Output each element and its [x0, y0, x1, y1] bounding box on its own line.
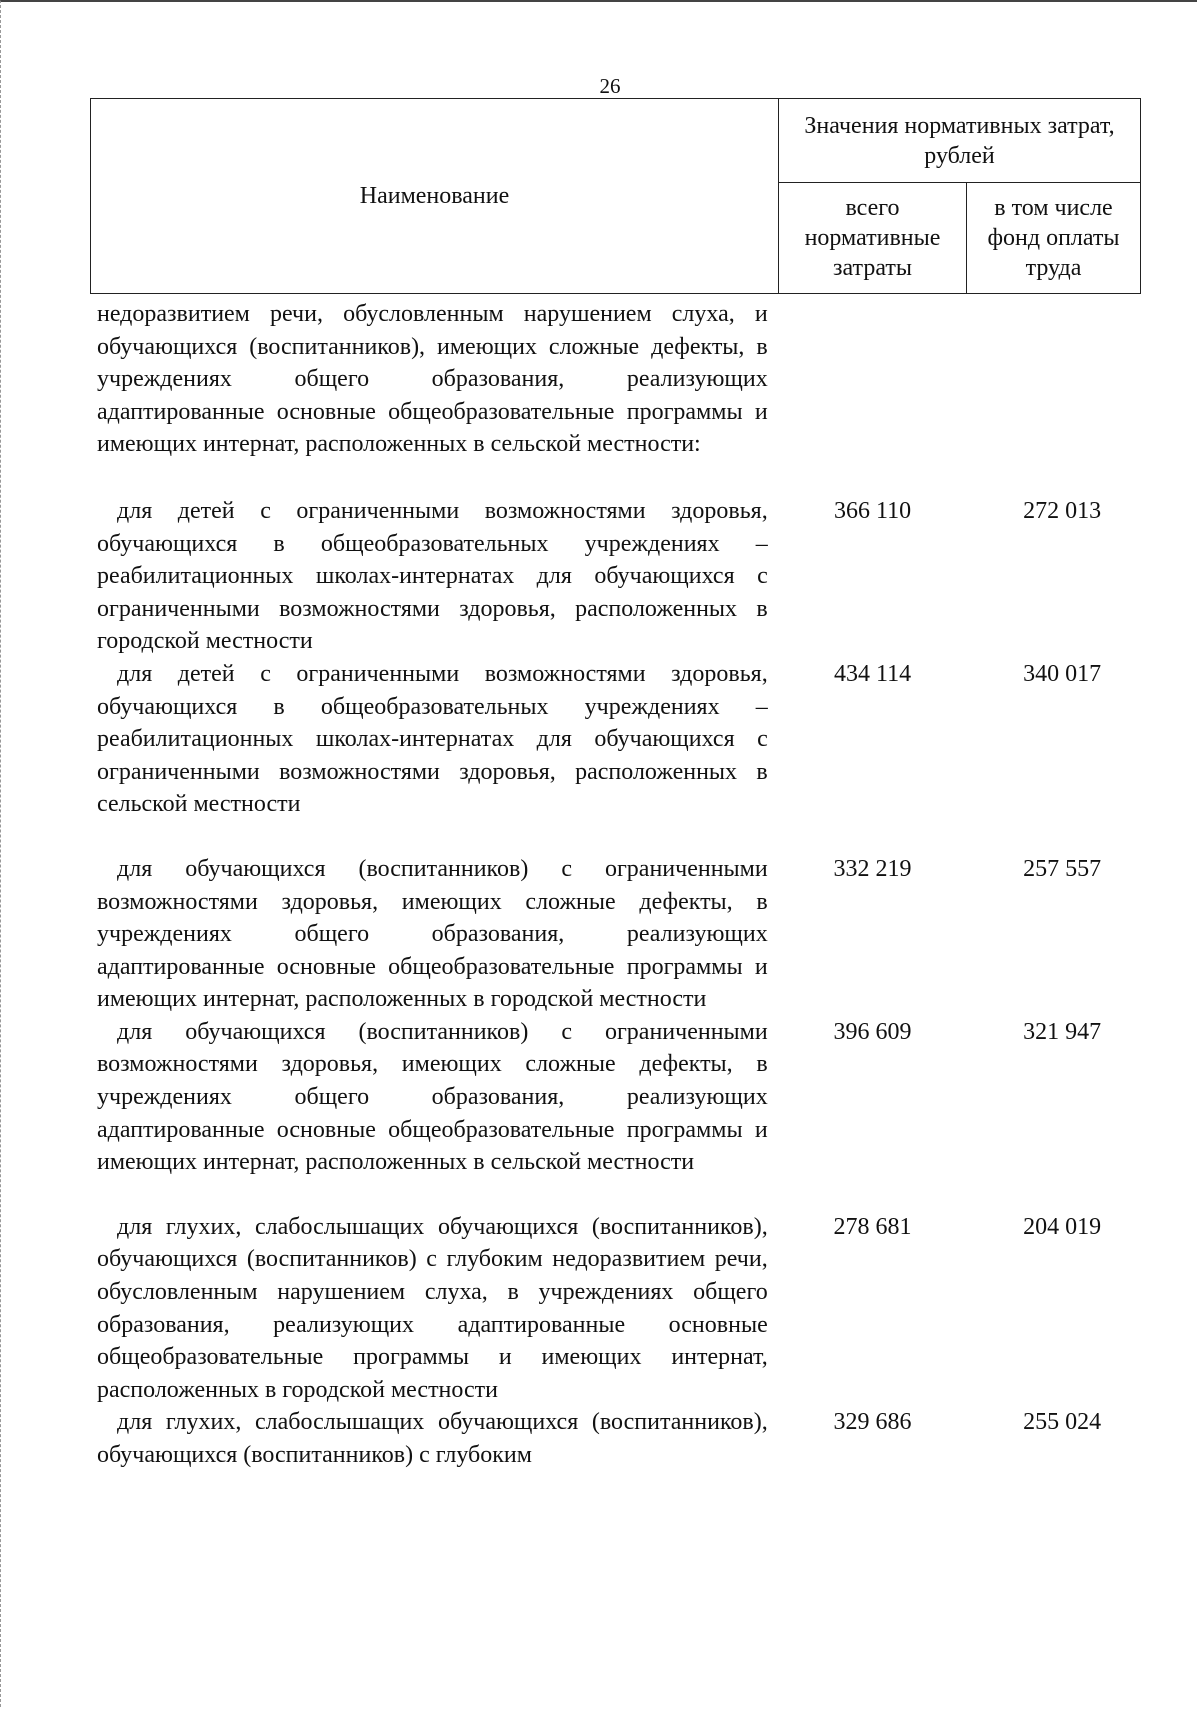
table-row: [97, 1211, 1147, 1407]
row-fund: 340 017: [1023, 660, 1102, 687]
row-spacer: [97, 461, 1147, 495]
row-total: 396 609: [833, 1018, 912, 1045]
row-fund: 257 557: [1023, 855, 1102, 882]
row-name: для детей с ограниченными возможностями здоровья, обучающихся в общеобразовательных учреждениях – реабилитационных школах-интернатах для обучающихся с ограниченными возможностями здоровья, расположенных в городской местности: [97, 497, 768, 655]
row-name: для обучающихся (воспитанников) с ограниченными возможностями здоровья, имеющих сложные дефекты, в учреждениях общего образования, реализующих адаптированные основные общеобразовательные программы и имеющих интернат, расположенных в городской местности: [97, 855, 768, 1013]
table-row: [97, 298, 1147, 461]
table-row: [97, 1016, 1147, 1179]
header-group-cell: Значения нормативных затрат, рублей: [779, 99, 1141, 183]
table-row: [97, 658, 1147, 821]
row-fund: 321 947: [1023, 1018, 1102, 1045]
table-row: [97, 853, 1147, 1016]
page-number: 26: [599, 74, 621, 98]
row-total: 332 219: [833, 855, 912, 882]
header-total-cell: всего нормативные затраты: [779, 183, 967, 294]
row-name: для глухих, слабослышащих обучающихся (воспитанников), обучающихся (воспитанников) с глубоким недоразвитием речи, обусловленным нарушением слуха, в учреждениях общего образования, реализующих адаптированные основные общеобразовательные программы и имеющих интернат, расположенных в городской местности: [97, 1213, 768, 1403]
row-fund: 204 019: [1023, 1213, 1102, 1240]
row-name: для обучающихся (воспитанников) с ограниченными возможностями здоровья, имеющих сложные дефекты, в учреждениях общего образования, реализующих адаптированные основные общеобразовательные программы и имеющих интернат, расположенных в сельской местности: [97, 1018, 768, 1176]
header-name-cell: Наименование: [91, 99, 779, 294]
table-body: [97, 298, 1147, 1472]
row-total: 434 114: [833, 660, 912, 687]
row-fund: 255 024: [1023, 1409, 1102, 1436]
table-header: [90, 98, 1141, 294]
row-spacer: [97, 1179, 1147, 1211]
table-row: [97, 1406, 1147, 1471]
row-spacer: [97, 821, 1147, 853]
row-total: 278 681: [833, 1213, 912, 1240]
row-fund: 272 013: [1023, 497, 1102, 524]
row-name: недоразвитием речи, обусловленным нарушением слуха, и обучающихся (воспитанников), имеющих сложные дефекты, в учреждениях общего образования, реализующих адаптированные основные общеобразовательные программы и имеющих интернат, расположенных в сельской местности:: [97, 301, 768, 458]
table-row: [97, 495, 1147, 658]
header-fund-cell: в том числе фонд оплаты труда: [967, 183, 1141, 294]
row-total: 366 110: [833, 497, 912, 524]
row-total: 329 686: [833, 1409, 912, 1436]
row-name: для детей с ограниченными возможностями здоровья, обучающихся в общеобразовательных учреждениях – реабилитационных школах-интернатах для обучающихся с ограниченными возможностями здоровья, расположенных в сельской местности: [97, 660, 768, 818]
row-name: для глухих, слабослышащих обучающихся (воспитанников), обучающихся (воспитанников) с глубоким: [97, 1409, 768, 1468]
